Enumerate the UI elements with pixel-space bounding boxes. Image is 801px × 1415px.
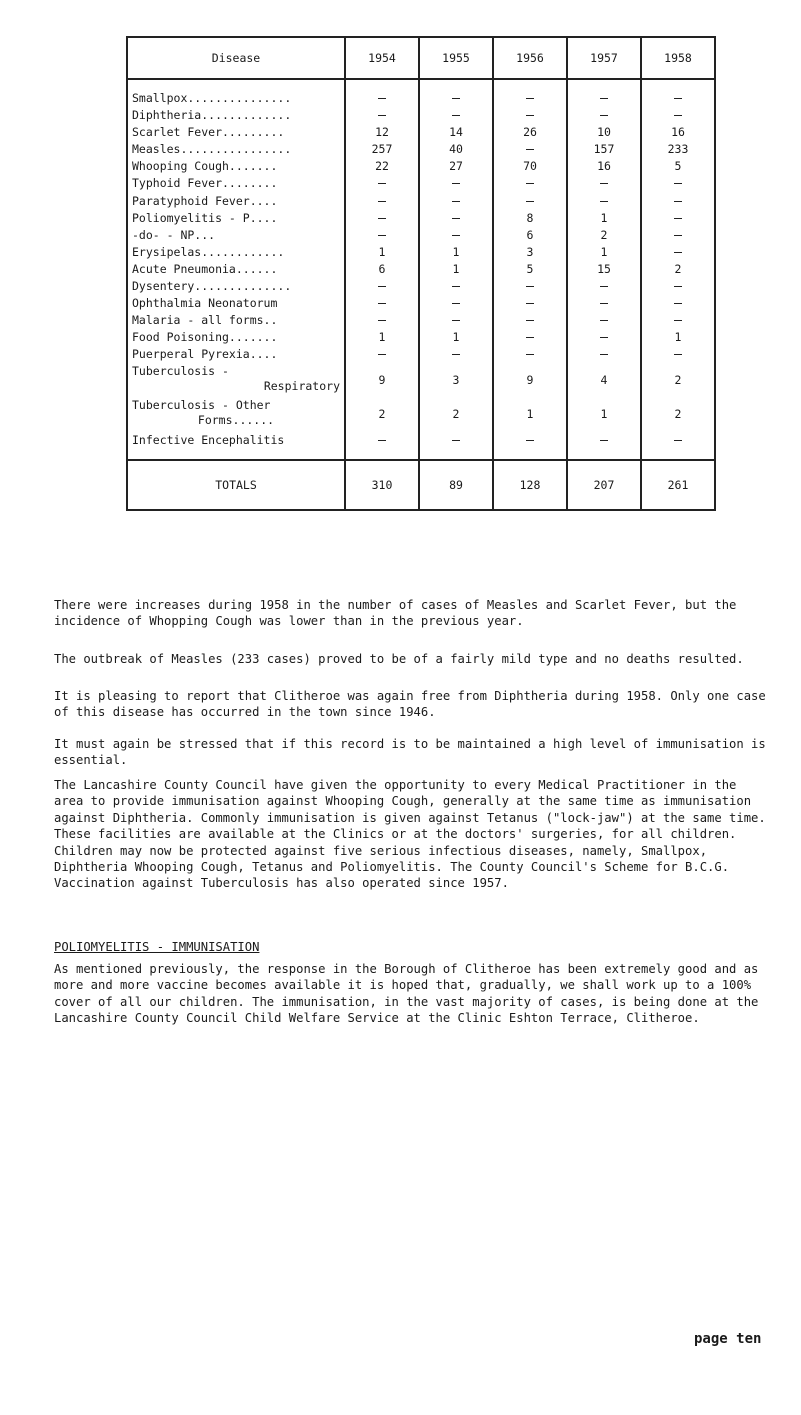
disease-table-wrapper <box>126 36 714 511</box>
dash-mark <box>600 98 608 99</box>
dash-mark <box>452 286 460 287</box>
case-count: 6 <box>493 227 567 244</box>
spacer-row <box>127 79 715 90</box>
disease-name-line1: Tuberculosis - <box>132 363 229 378</box>
dash-mark <box>526 440 534 441</box>
total-count: 310 <box>345 460 419 510</box>
spacer-cell <box>127 79 345 90</box>
case-count: 4 <box>567 364 641 398</box>
spacer-cell <box>567 449 641 460</box>
case-count <box>567 90 641 107</box>
total-count: 89 <box>419 460 493 510</box>
case-count: 10 <box>567 124 641 141</box>
disease-name: Puerperal Pyrexia.... <box>127 346 345 363</box>
table-row <box>127 90 715 107</box>
disease-name: Erysipelas............ <box>127 244 345 261</box>
case-count <box>419 278 493 295</box>
case-count: 257 <box>345 141 419 158</box>
case-count: 2 <box>419 398 493 432</box>
case-count <box>567 107 641 124</box>
case-count <box>493 141 567 158</box>
dash-mark <box>526 149 534 150</box>
case-count: 2 <box>345 398 419 432</box>
case-count: 22 <box>345 158 419 175</box>
case-count <box>419 432 493 449</box>
case-count <box>419 295 493 312</box>
case-count <box>419 210 493 227</box>
dash-mark <box>600 354 608 355</box>
table-row <box>127 193 715 210</box>
table-row <box>127 432 715 449</box>
disease-name: Acute Pneumonia...... <box>127 261 345 278</box>
case-count: 2 <box>641 364 715 398</box>
dash-mark <box>452 235 460 236</box>
case-count: 26 <box>493 124 567 141</box>
dash-mark <box>378 235 386 236</box>
case-count <box>567 329 641 346</box>
case-count <box>641 210 715 227</box>
dash-mark <box>526 303 534 304</box>
dash-mark <box>526 201 534 202</box>
paragraph-immunisation-essential: It must again be stressed that if this record is to be maintained a high level of immunisation is essential. <box>54 737 766 768</box>
dash-mark <box>526 337 534 338</box>
dash-mark <box>378 218 386 219</box>
dash-mark <box>378 286 386 287</box>
case-count <box>419 346 493 363</box>
dash-mark <box>526 320 534 321</box>
disease-name: Whooping Cough....... <box>127 158 345 175</box>
spacer-cell <box>345 79 419 90</box>
dash-mark <box>452 320 460 321</box>
table-row <box>127 227 715 244</box>
case-count <box>641 107 715 124</box>
case-count <box>641 295 715 312</box>
dash-mark <box>674 286 682 287</box>
case-count <box>345 312 419 329</box>
spacer-cell <box>493 79 567 90</box>
case-count: 12 <box>345 124 419 141</box>
disease-name: Smallpox............... <box>127 90 345 107</box>
dash-mark <box>452 201 460 202</box>
table-row <box>127 312 715 329</box>
disease-name: Malaria - all forms.. <box>127 312 345 329</box>
case-count: 2 <box>641 398 715 432</box>
case-count <box>641 278 715 295</box>
paragraph-polio-immunisation: As mentioned previously, the response in the Borough of Clitheroe has been extremely good and as more and more vaccine becomes available it is hoped that, gradually, we shall work up to a 100% cover of all our children. The immunisation, in the vast majority of cases, is being done at the Lancashire County Council Child Welfare Service at the Clinic Eshton Terrace, Clitheroe. <box>54 962 759 1026</box>
case-count <box>493 346 567 363</box>
notifiable-disease-table <box>126 36 716 511</box>
dash-mark <box>452 303 460 304</box>
case-count <box>345 175 419 192</box>
disease-name: Dysentery.............. <box>127 278 345 295</box>
dash-mark <box>378 115 386 116</box>
case-count <box>641 312 715 329</box>
page-label: page ten <box>694 1331 762 1347</box>
table-row <box>127 364 715 398</box>
case-count: 1 <box>641 329 715 346</box>
dash-mark <box>600 115 608 116</box>
case-count <box>567 278 641 295</box>
case-count <box>567 193 641 210</box>
dash-mark <box>600 303 608 304</box>
disease-name: Paratyphoid Fever.... <box>127 193 345 210</box>
case-count <box>493 295 567 312</box>
case-count <box>641 90 715 107</box>
disease-name: Poliomyelitis - P.... <box>127 210 345 227</box>
case-count <box>345 90 419 107</box>
case-count: 1 <box>419 329 493 346</box>
case-count <box>345 210 419 227</box>
case-count <box>493 107 567 124</box>
case-count <box>419 193 493 210</box>
disease-name: Typhoid Fever........ <box>127 175 345 192</box>
dash-mark <box>452 98 460 99</box>
table-row <box>127 398 715 432</box>
case-count: 3 <box>493 244 567 261</box>
case-count <box>641 244 715 261</box>
dash-mark <box>600 440 608 441</box>
case-count: 1 <box>345 244 419 261</box>
disease-name-line2: Respiratory <box>263 378 340 393</box>
case-count: 8 <box>493 210 567 227</box>
dash-mark <box>674 98 682 99</box>
dash-mark <box>600 286 608 287</box>
disease-name: -do- - NP... <box>127 227 345 244</box>
case-count <box>345 346 419 363</box>
dash-mark <box>378 320 386 321</box>
header-year: 1956 <box>493 37 567 79</box>
case-count: 40 <box>419 141 493 158</box>
table-header-row <box>127 37 715 79</box>
case-count: 15 <box>567 261 641 278</box>
dash-mark <box>452 218 460 219</box>
disease-name: Measles................ <box>127 141 345 158</box>
case-count <box>641 175 715 192</box>
case-count: 5 <box>641 158 715 175</box>
disease-name-line2: Forms...... <box>197 412 275 427</box>
case-count <box>419 175 493 192</box>
case-count <box>345 295 419 312</box>
case-count: 9 <box>345 364 419 398</box>
disease-name: Scarlet Fever......... <box>127 124 345 141</box>
case-count <box>641 432 715 449</box>
dash-mark <box>452 183 460 184</box>
table-row <box>127 141 715 158</box>
case-count: 5 <box>493 261 567 278</box>
paragraph-measles-outbreak: The outbreak of Measles (233 cases) proved to be of a fairly mild type and no deaths resulted. <box>54 652 744 666</box>
dash-mark <box>600 320 608 321</box>
dash-mark <box>526 286 534 287</box>
case-count <box>493 278 567 295</box>
total-count: 207 <box>567 460 641 510</box>
header-disease: Disease <box>127 37 345 79</box>
disease-name: Diphtheria............. <box>127 107 345 124</box>
case-count: 16 <box>567 158 641 175</box>
case-count <box>345 193 419 210</box>
header-year: 1954 <box>345 37 419 79</box>
case-count <box>567 175 641 192</box>
case-count: 3 <box>419 364 493 398</box>
case-count <box>641 227 715 244</box>
polio-heading: POLIOMYELITIS - IMMUNISATION <box>54 940 260 954</box>
paragraph-diphtheria-free: It is pleasing to report that Clitheroe was again free from Diphtheria during 1958. Only one case of this disease has occurred in the town since 1946. <box>54 689 766 720</box>
case-count <box>345 107 419 124</box>
dash-mark <box>600 183 608 184</box>
disease-name-line1: Tuberculosis - Other <box>132 397 271 412</box>
disease-name: Infective Encephalitis <box>127 432 345 449</box>
dash-mark <box>378 354 386 355</box>
dash-mark <box>378 98 386 99</box>
table-row <box>127 158 715 175</box>
dash-mark <box>674 201 682 202</box>
dash-mark <box>378 183 386 184</box>
dash-mark <box>378 201 386 202</box>
dash-mark <box>674 320 682 321</box>
table-row <box>127 107 715 124</box>
dash-mark <box>674 218 682 219</box>
dash-mark <box>526 98 534 99</box>
case-count <box>641 193 715 210</box>
paragraph-county-council: The Lancashire County Council have given the opportunity to every Medical Practitioner in the area to provide immunisation against Whooping Cough, generally at the same time as immunisation against Diphtheria. Commonly immunisation is given against Tetanus ("lock-jaw") at the same time. These facilities are available at the Clinics or at the doctors' surgeries, for all children. Children may now be protected against five serious infectious diseases, namely, Smallpox, Diphtheria Whooping Cough, Tetanus and Poliomyelitis. The County Council's Scheme for B.C.G. Vaccination against Tuberculosis has also operated since 1957. <box>54 778 766 891</box>
case-count <box>493 329 567 346</box>
case-count: 9 <box>493 364 567 398</box>
dash-mark <box>674 354 682 355</box>
table-row <box>127 244 715 261</box>
case-count <box>419 107 493 124</box>
case-count <box>419 227 493 244</box>
dash-mark <box>674 115 682 116</box>
header-year: 1955 <box>419 37 493 79</box>
case-count: 1 <box>493 398 567 432</box>
dash-mark <box>674 183 682 184</box>
spacer-cell <box>419 449 493 460</box>
case-count: 6 <box>345 261 419 278</box>
totals-label: TOTALS <box>127 460 345 510</box>
spacer-row <box>127 449 715 460</box>
disease-name: Ophthalmia Neonatorum <box>127 295 345 312</box>
dash-mark <box>378 440 386 441</box>
spacer-cell <box>567 79 641 90</box>
case-count: 27 <box>419 158 493 175</box>
case-count <box>419 312 493 329</box>
dash-mark <box>526 183 534 184</box>
case-count <box>567 346 641 363</box>
case-count <box>567 312 641 329</box>
table-row <box>127 346 715 363</box>
dash-mark <box>674 252 682 253</box>
total-count: 261 <box>641 460 715 510</box>
case-count: 1 <box>567 398 641 432</box>
disease-name <box>127 364 345 398</box>
spacer-cell <box>641 449 715 460</box>
table-row <box>127 329 715 346</box>
case-count: 1 <box>567 210 641 227</box>
case-count <box>345 227 419 244</box>
case-count: 157 <box>567 141 641 158</box>
case-count: 2 <box>641 261 715 278</box>
table-row <box>127 278 715 295</box>
dash-mark <box>378 303 386 304</box>
case-count: 1 <box>419 261 493 278</box>
dash-mark <box>452 115 460 116</box>
case-count <box>493 312 567 329</box>
case-count: 1 <box>345 329 419 346</box>
case-count: 2 <box>567 227 641 244</box>
case-count: 70 <box>493 158 567 175</box>
case-count: 1 <box>567 244 641 261</box>
dash-mark <box>526 115 534 116</box>
case-count <box>345 432 419 449</box>
case-count <box>493 193 567 210</box>
spacer-cell <box>493 449 567 460</box>
dash-mark <box>600 337 608 338</box>
dash-mark <box>600 201 608 202</box>
case-count: 14 <box>419 124 493 141</box>
table-row <box>127 124 715 141</box>
dash-mark <box>526 354 534 355</box>
case-count <box>493 90 567 107</box>
case-count: 1 <box>419 244 493 261</box>
spacer-cell <box>419 79 493 90</box>
case-count: 16 <box>641 124 715 141</box>
total-count: 128 <box>493 460 567 510</box>
header-year: 1957 <box>567 37 641 79</box>
table-row <box>127 210 715 227</box>
case-count: 233 <box>641 141 715 158</box>
case-count <box>345 278 419 295</box>
dash-mark <box>674 303 682 304</box>
dash-mark <box>674 440 682 441</box>
spacer-cell <box>641 79 715 90</box>
dash-mark <box>674 235 682 236</box>
table-row <box>127 295 715 312</box>
dash-mark <box>452 440 460 441</box>
table-row <box>127 261 715 278</box>
totals-row <box>127 460 715 510</box>
case-count <box>567 295 641 312</box>
case-count <box>641 346 715 363</box>
table-body <box>127 79 715 460</box>
spacer-cell <box>345 449 419 460</box>
case-count <box>493 432 567 449</box>
case-count <box>493 175 567 192</box>
case-count <box>419 90 493 107</box>
paragraph-increases: There were increases during 1958 in the number of cases of Measles and Scarlet Fever, but the incidence of Whopping Cough was lower than in the previous year. <box>54 598 737 629</box>
header-year: 1958 <box>641 37 715 79</box>
table-row <box>127 175 715 192</box>
disease-name: Food Poisoning....... <box>127 329 345 346</box>
case-count <box>567 432 641 449</box>
spacer-cell <box>127 449 345 460</box>
disease-name <box>127 398 345 432</box>
dash-mark <box>452 354 460 355</box>
